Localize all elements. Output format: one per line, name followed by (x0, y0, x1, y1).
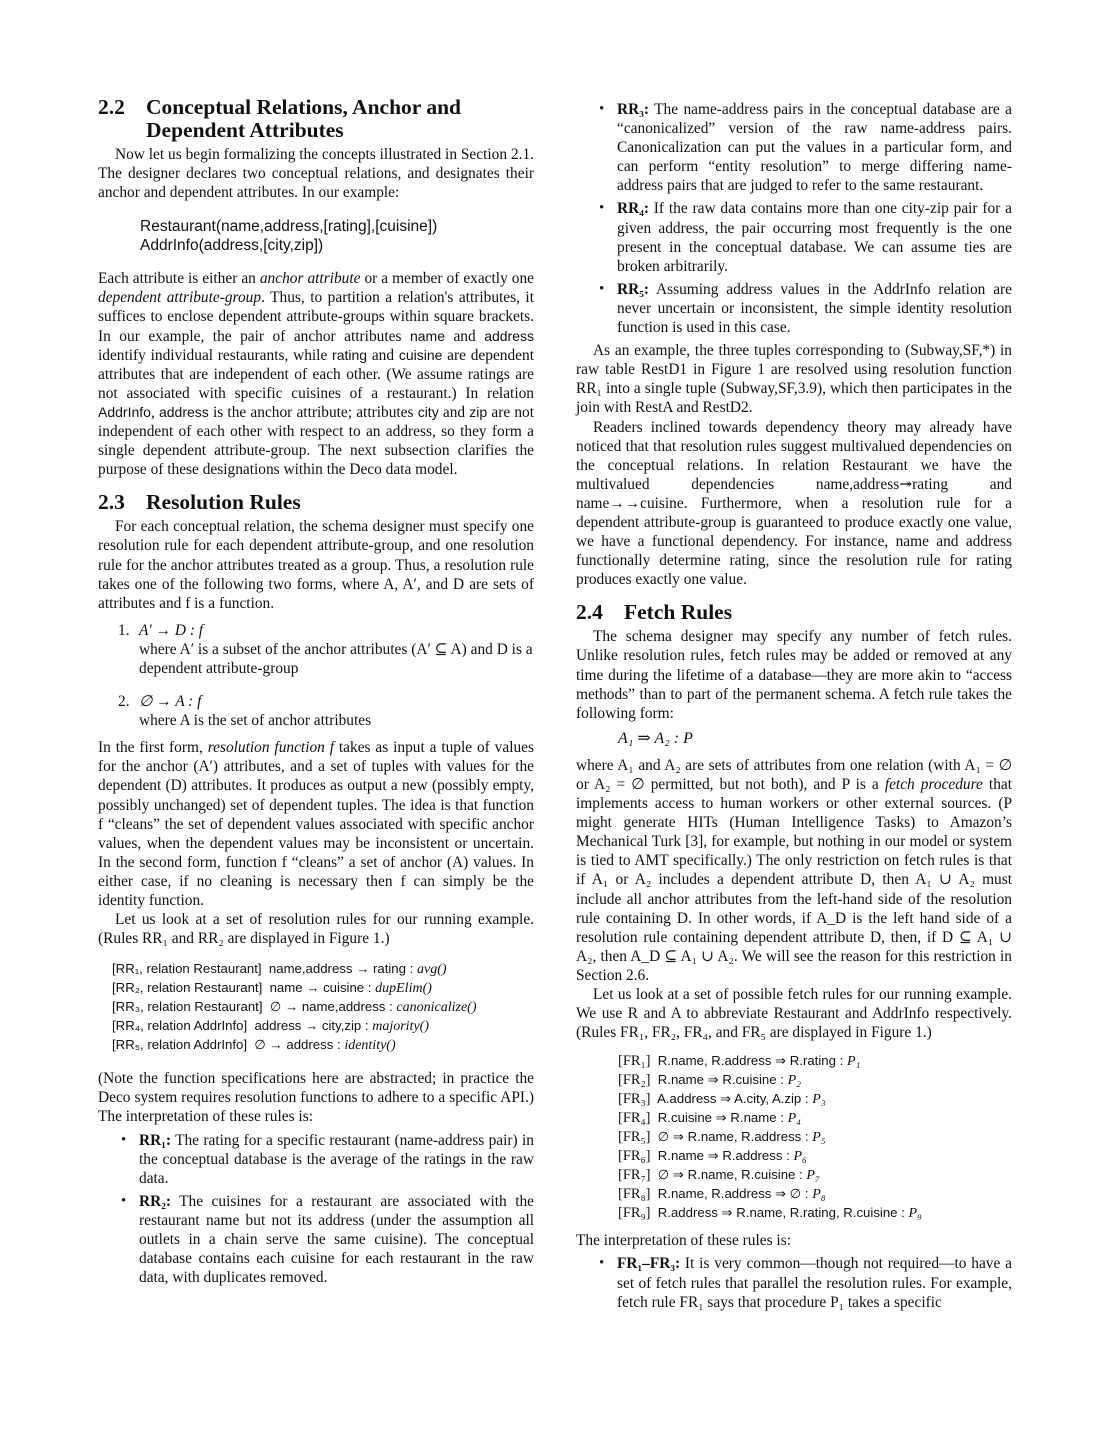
bullet-item (617, 199, 1012, 275)
attr-name: name (409, 327, 445, 344)
text: are dependent attributes that are independent of each other. (We assume ratings are not associated with specific cuisines of a restaurant.) In relation (98, 346, 534, 402)
bullet-label: RR₁: (139, 1131, 171, 1149)
rule-body: ∅ → name,address : (269, 999, 397, 1015)
rule-body: A.address ⇒ A.city, A.zip : (657, 1091, 813, 1107)
item-number: 2. (118, 693, 130, 711)
paragraph-intro-2-4: The schema designer may specify any number of fetch rules. Unlike resolution rules, fetch rules may be added or removed at any time during the lifetime of a database—they are more akin to “access methods” than to part of the permanent schema. A fetch rule takes the following form: (576, 628, 1012, 722)
resolution-rule (112, 1036, 534, 1055)
rule-function: canonicalize() (396, 1000, 477, 1016)
rule-tag: [FR₂] (618, 1072, 651, 1089)
text: are not independent of each other with respect to an address, so they form a single dependent attribute-group. The next subsection clarifies the purpose of these designations within the Deco data model. (98, 403, 535, 479)
fr-interpretation-list (576, 1254, 1012, 1311)
bullet-item (617, 1254, 1012, 1311)
bullet-text: The cuisines for a restaurant are associated with the restaurant name but not its address (under the assumption all outlets in a chain serve the same cuisine). The conceptual database contains each cuisine for each restaurant in the raw data, with duplicates removed. (139, 1192, 534, 1287)
bullet-label: RR₄: (617, 200, 649, 218)
paragraph-example-rules: Let us look at a set of resolution rules for our running example. (Rules RR₁ and RR₂ are displayed in Figure 1.) (98, 911, 534, 948)
attr-city: city (417, 403, 439, 420)
attr-address: address (484, 327, 535, 344)
rule-body: address → city,zip : (254, 1018, 373, 1034)
rule-tag: [FR₄] (618, 1110, 651, 1127)
paragraph-fetch-where (576, 756, 1012, 985)
form-description: where A′ is a subset of the anchor attributes (A′ ⊆ A) and D is a dependent attribute-group (139, 640, 533, 677)
section-number: 2.3 (98, 490, 125, 515)
paragraph-subway-example: As an example, the three tuples corresponding to (Subway,SF,*) in raw table RestD1 in Figure 1 are resolved using resolution function RR₁ into a single tuple (Subway,SF,3.9), which then participates in the join with RestA and RestD2. (576, 342, 1012, 417)
fetch-rule (618, 1128, 1012, 1147)
bullet-label: RR₃: (617, 101, 649, 118)
bullet-item (139, 1131, 534, 1188)
text: Each attribute is either an (98, 270, 260, 288)
paragraph-intro-2-2: Now let us begin formalizing the concepts illustrated in Section 2.1. The designer declares two conceptual relations, and designates their anchor and dependent attributes. In our example: (98, 146, 534, 202)
rule-procedure: P₆ (793, 1149, 807, 1165)
text: , (150, 403, 159, 421)
attr-zip: zip (469, 403, 488, 420)
bullet-item (617, 100, 1012, 195)
fetch-rule (618, 1204, 1012, 1223)
item-number: 1. (118, 621, 130, 639)
text: . Thus, to partition a relation's attributes, it suffices to enclose dependent attribute-groups within square brackets. In our example, the pair of anchor attributes (98, 289, 534, 345)
text: takes as input a tuple of values for the anchor (A′) attributes, and a set of tuples with values for the dependent (D) attributes. It produces as output a new (possibly empty, possibly unchanged) set of dependent tuples. The idea is that function f “cleans” the set of dependent values associated with specific anchor values, when the dependent values may be inconsistent or uncertain. In the second form, function f “cleans” a set of anchor (A) values. In either case, if no cleaning is necessary then f can simply be the identity function. (98, 739, 535, 909)
rule-procedure: P₄ (787, 1111, 801, 1127)
text: or a member of exactly one (360, 270, 534, 288)
declaration-restaurant: Restaurant(name,address,[rating],[cuisine]) (140, 218, 438, 236)
fetch-rule (618, 1185, 1012, 1204)
rule-tag: [FR₉] (618, 1205, 651, 1222)
paragraph-note: (Note the function specifications here are abstracted; in practice the Deco system requires resolution functions to adhere to a specific API.) The interpretation of these rules is: (98, 1070, 534, 1126)
section-title: Resolution Rules (146, 490, 301, 515)
section-heading-2-2 (98, 96, 534, 142)
rule-procedure: P₈ (812, 1187, 826, 1203)
paragraph-attributes (98, 269, 534, 479)
rule-body: ∅ ⇒ R.name, R.address : (657, 1129, 813, 1145)
fetch-rule-form: A₁ ⇒ A₂ : P (618, 729, 693, 747)
text: where A₁ and A₂ are sets of attributes from one relation (with A₁ = ∅ or A₂ = ∅ permitted, but not both), and P is a (576, 756, 1012, 793)
paragraph-first-form (98, 738, 534, 910)
fetch-rule (618, 1166, 1012, 1185)
rule-procedure: P₂ (787, 1073, 801, 1089)
rule-procedure: P₁ (846, 1054, 861, 1070)
rule-procedure: P₃ (812, 1092, 826, 1108)
rule-procedure: P₉ (908, 1206, 922, 1222)
section-heading-2-3 (98, 491, 534, 514)
resolution-rule (112, 979, 534, 998)
bullet-label: RR₂: (139, 1192, 171, 1210)
rule-body: name → cuisine : (269, 980, 376, 996)
rule-tag: [FR₆] (618, 1148, 651, 1165)
rr-interpretation-list-left (98, 1131, 534, 1288)
fetch-rule (618, 1147, 1012, 1166)
fetch-rule (618, 1090, 1012, 1109)
resolution-rules-list (112, 960, 534, 1055)
paragraph-fetch-interpretation: The interpretation of these rules is: (576, 1232, 791, 1250)
rule-body: ∅ ⇒ R.name, R.cuisine : (657, 1167, 807, 1183)
text: and (367, 346, 399, 364)
rule-procedure: P₅ (812, 1130, 826, 1146)
rule-body: R.name ⇒ R.cuisine : (657, 1072, 788, 1088)
resolution-forms-list (118, 621, 534, 730)
section-title: Conceptual Relations, Anchor and Dependent Attributes (146, 95, 461, 142)
rule-body: R.name ⇒ R.address : (657, 1148, 794, 1164)
fetch-rule (618, 1109, 1012, 1128)
form-item (118, 621, 534, 678)
form-description: where A is the set of anchor attributes (139, 712, 372, 730)
rule-tag: [RR₃, relation Restaurant] (112, 999, 263, 1015)
rule-body: ∅ → address : (254, 1037, 345, 1053)
section-number: 2.2 (98, 95, 125, 119)
attr-cuisine: cuisine (398, 346, 443, 363)
rule-tag: [RR₁, relation Restaurant] (112, 961, 262, 977)
rule-tag: [RR₄, relation AddrInfo] (112, 1018, 248, 1034)
fetch-rule (618, 1071, 1012, 1090)
relation-declarations (140, 217, 534, 255)
rule-tag: [FR₁] (618, 1053, 651, 1070)
rule-body: R.name, R.address ⇒ R.rating : (657, 1053, 847, 1069)
left-column (98, 96, 534, 1291)
bullet-text: The name-address pairs in the conceptual database are a “canonicalized” version of the raw name-address pairs. Canonicalization can put the values in a particular form, and can perform “entity resolution” to merge differing name- address pairs that are judged to refer to the same restaurant. (617, 101, 1012, 195)
paragraph-dependency-theory: Readers inclined towards dependency theory may already have noticed that that resolution rules suggest multivalued dependencies on the conceptual relations. In relation Restaurant we have the multivalued dependencies name,address↠rating and name→→cuisine. Furthermore, when a resolution rule for a dependent attribute-group is guaranteed to produce exactly one value, we have a functional dependency. For instance, name and address functionally determine rating, since the resolution rule for rating produces exactly one value. (576, 418, 1012, 589)
resolution-rule (112, 1017, 534, 1036)
fetch-rule (618, 1052, 1012, 1071)
right-column (576, 100, 1012, 1316)
rule-function: identity() (344, 1038, 396, 1054)
attr-rating: rating (332, 346, 368, 363)
fetch-rules-list (618, 1052, 1012, 1223)
bullet-item (139, 1192, 534, 1287)
section-heading-2-4 (576, 601, 1012, 624)
rule-tag: [RR₅, relation AddrInfo] (112, 1037, 248, 1053)
term-dependent-attribute-group: dependent attribute-group (98, 289, 262, 307)
rr-interpretation-list-right (576, 100, 1012, 337)
rule-body: R.address ⇒ R.name, R.rating, R.cuisine : (657, 1205, 909, 1221)
section-title: Fetch Rules (624, 600, 733, 625)
rule-procedure: P₇ (806, 1168, 820, 1184)
rule-tag: [FR₇] (618, 1167, 651, 1184)
resolution-rule (112, 960, 534, 979)
paragraph-intro-2-3: For each conceptual relation, the schema designer must specify one resolution rule for each dependent attribute-group, and one resolution rule for the anchor attributes treated as a group. Thus, a resolution rule takes one of the following two forms, where A, A′, and D are sets of attributes and f is a function. (98, 518, 534, 612)
rule-function: majority() (372, 1019, 429, 1035)
rule-body: name,address → rating : (268, 961, 417, 977)
bullet-label: RR₅: (617, 280, 649, 298)
rule-body: R.name, R.address ⇒ ∅ : (657, 1186, 813, 1202)
text: and (438, 403, 470, 421)
rule-body: R.cuisine ⇒ R.name : (657, 1110, 788, 1126)
bullet-label: FR₁–FR₃: (617, 1255, 681, 1273)
form-item (118, 692, 534, 730)
bullet-text: If the raw data contains more than one city-zip pair for a given address, the pair occurring most frequently is the one present in the conceptual database. We can assume ties are broken arbitrarily. (617, 200, 1012, 275)
rule-function: dupElim() (375, 981, 432, 997)
bullet-text: It is very common—though not required—to have a set of fetch rules that parallel the resolution rules. For example, fetch rule FR₁ says that procedure P₁ takes a specific (617, 1255, 1012, 1311)
text: is the anchor attribute; attributes (208, 403, 418, 421)
paragraph-fetch-example: Let us look at a set of possible fetch rules for our running example. We use R and A to abbreviate Restaurant and AddrInfo respectively. (Rules FR₁, FR₂, FR₄, and FR₅ are displayed in Figure 1.) (576, 986, 1012, 1042)
text: identify individual restaurants, while (98, 346, 333, 364)
term-resolution-function: resolution function f (207, 739, 335, 757)
bullet-text: The rating for a specific restaurant (name-address pair) in the conceptual database is the average of the ratings in the raw data. (139, 1131, 534, 1187)
rel-addrinfo: AddrInfo (98, 403, 151, 420)
text: and (444, 327, 485, 345)
term-fetch-procedure: fetch procedure (884, 776, 983, 793)
text: In the first form, (98, 739, 208, 757)
rule-tag: [RR₂, relation Restaurant] (112, 980, 263, 996)
text: that implements access to human workers or other external sources. (P might generate HITs (Human Intelligence Tasks) to Amazon’s Mechanical Turk [3], for example, but nothing in our model or system is tied to AMT specifically.) The only restriction on fetch rules is that if A₁ or A₂ includes a dependent attribute D, then A₁ ∪ A₂ must include all anchor attributes from the left-hand side of the resolution rule containing D. In other words, if A_D is the left hand side of a resolution rule containing dependent attribute D, then, if D ⊆ A₁ ∪ A₂, then A_D ⊆ A₁ ∪ A₂. We will see the reason for this restriction in Section 2.6. (576, 776, 1012, 984)
rule-tag: [FR₅] (618, 1129, 651, 1146)
rule-function: avg() (416, 962, 447, 978)
attr-address: address (158, 403, 209, 420)
term-anchor-attribute: anchor attribute (259, 270, 361, 288)
declaration-addrinfo: AddrInfo(address,[city,zip]) (140, 237, 324, 255)
bullet-item (617, 280, 1012, 337)
rule-tag: [FR₈] (618, 1186, 651, 1203)
section-number: 2.4 (576, 600, 603, 625)
form-formula: A′ → D : f (139, 621, 204, 639)
resolution-rule (112, 998, 534, 1017)
bullet-text: Assuming address values in the AddrInfo relation are never uncertain or inconsistent, the simple identity resolution function is used in this case. (617, 280, 1012, 337)
form-formula: ∅ → A : f (139, 693, 202, 711)
rule-tag: [FR₃] (618, 1091, 651, 1108)
